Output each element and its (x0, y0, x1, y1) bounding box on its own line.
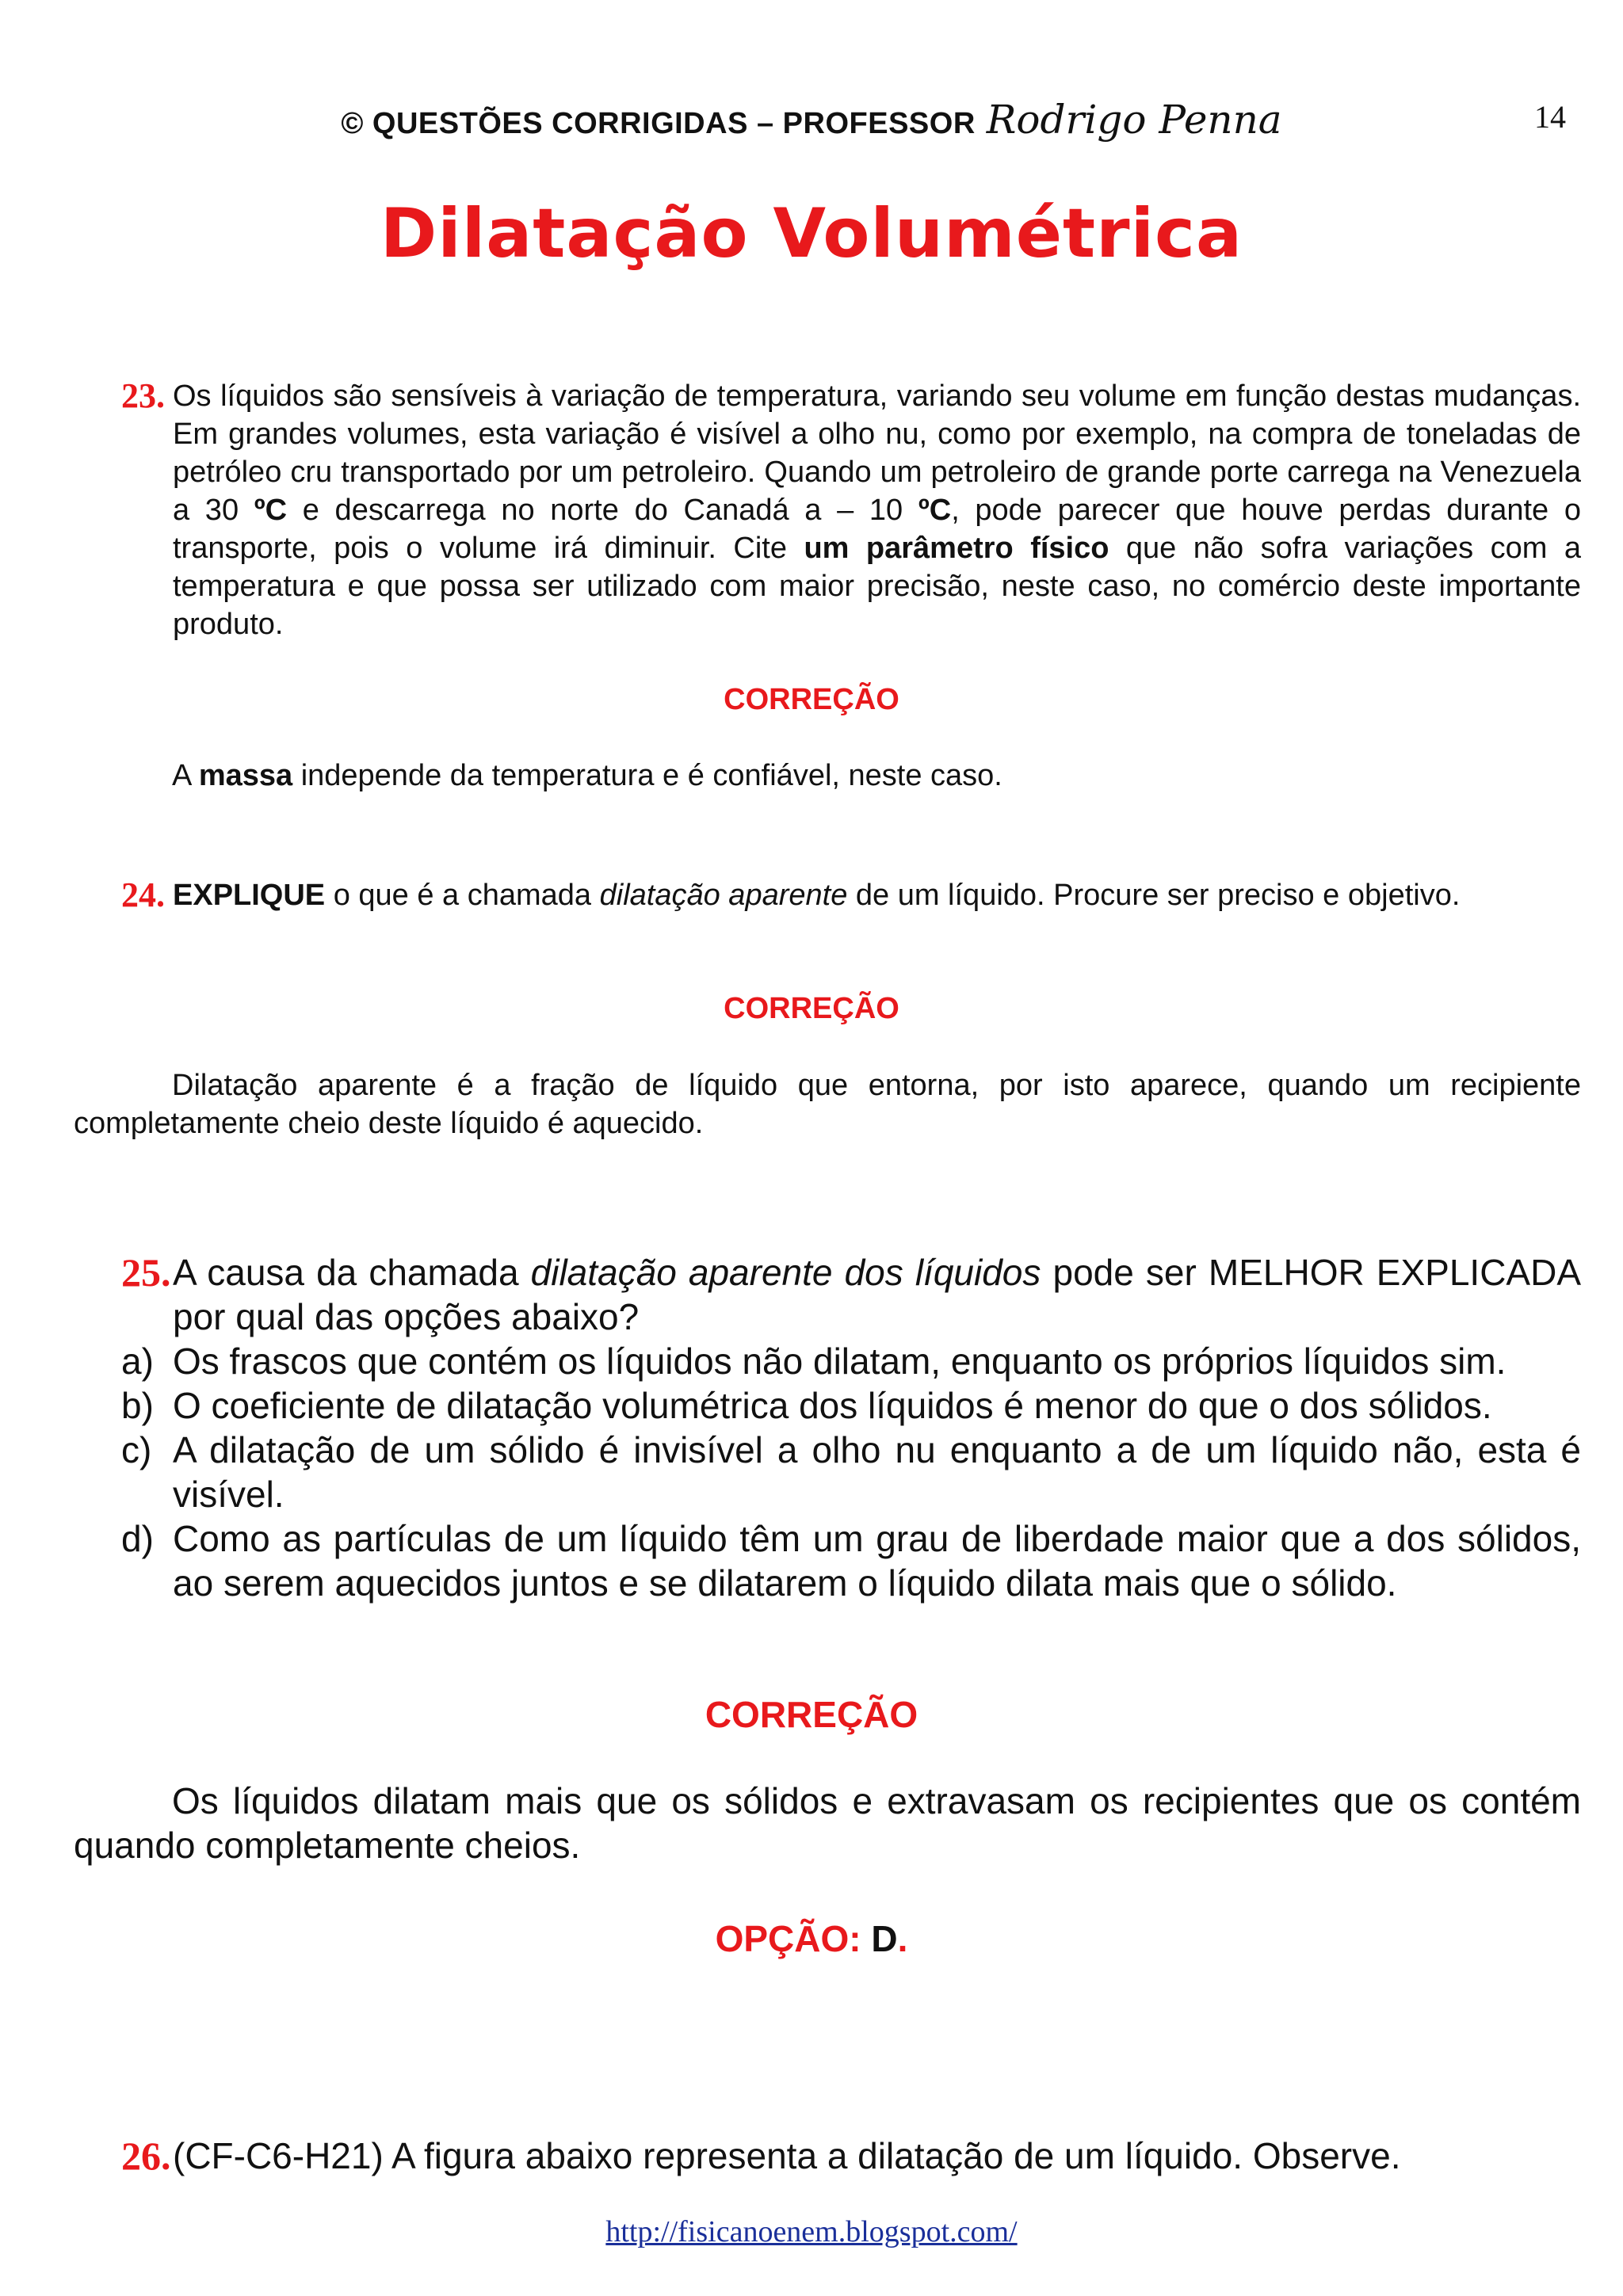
answer-options (121, 1339, 1581, 1605)
correction-label: CORREÇÃO (724, 992, 899, 1025)
page-title: Dilatação Volumétrica (380, 194, 1243, 273)
option-d: d) Como as partículas de um líquido têm um grau de liberdade maior que a dos sólidos, ao serem aquecidos juntos e se dilatarem o líquido dilata mais que o sólido. (121, 1518, 1581, 1604)
question-number: 25. (121, 1250, 171, 1295)
answer-text: Dilatação aparente é a fração de líquido que entorna, por isto aparece, quando um recipiente completamente cheio deste líquido é aquecido. (74, 1069, 1581, 1140)
footer-link[interactable]: http://fisicanoenem.blogspot.com/ (605, 2215, 1018, 2248)
question-text: EXPLIQUE o que é a chamada dilatação aparente de um líquido. Procure ser preciso e objetivo. (173, 879, 1461, 912)
correction-label: CORREÇÃO (705, 1694, 918, 1735)
page-header (0, 97, 1623, 143)
question-text: (CF-C6-H21) A figura abaixo representa a dilatação de um líquido. Observe. (173, 2135, 1401, 2176)
option-b: b) O coeficiente de dilatação volumétrica dos líquidos é menor do que o dos sólidos. (121, 1385, 1492, 1426)
question-number: 26. (121, 2134, 171, 2178)
correction-label: CORREÇÃO (724, 683, 899, 716)
answer-text: Os líquidos dilatam mais que os sólidos e extravasam os recipientes que os contém quando completamente cheios. (74, 1780, 1581, 1866)
footer (0, 2214, 1623, 2249)
question-number: 24. (121, 875, 165, 914)
option-c: c) A dilatação de um sólido é invisível a olho nu enquanto a de um líquido não, esta é visível. (121, 1429, 1581, 1515)
page-number: 14 (1534, 99, 1566, 135)
question-text: Os líquidos são sensíveis à variação de temperatura, variando seu volume em função destas mudanças. Em grandes volumes, esta variação é visível a olho nu, como por exemplo, na compra de toneladas de petróleo cru transportado por um petroleiro. Quando um petroleiro de grande porte carrega na Venezuela a 30 ºC e descarrega no norte do Canadá a – 10 ºC, pode parecer que houve perdas durante o transporte, pois o volume irá diminuir. Cite um parâmetro físico que não sofra variações com a temperatura e que possa ser utilizado com maior precisão, neste caso, no comércio deste importante produto. (173, 379, 1581, 641)
option-a: a) Os frascos que contém os líquidos não dilatam, enquanto os próprios líquidos sim. (121, 1341, 1507, 1382)
option-answer: OPÇÃO: D. (715, 1918, 908, 1959)
header-text: © QUESTÕES CORRIGIDAS – PROFESSOR (341, 107, 976, 140)
author-signature: Rodrigo Penna (986, 97, 1282, 143)
question-number: 23. (121, 376, 165, 415)
answer-text: A massa independe da temperatura e é confiável, neste caso. (172, 759, 1002, 792)
question-text: A causa da chamada dilatação aparente dos líquidos pode ser MELHOR EXPLICADA por qual das opções abaixo? (173, 1252, 1581, 1337)
